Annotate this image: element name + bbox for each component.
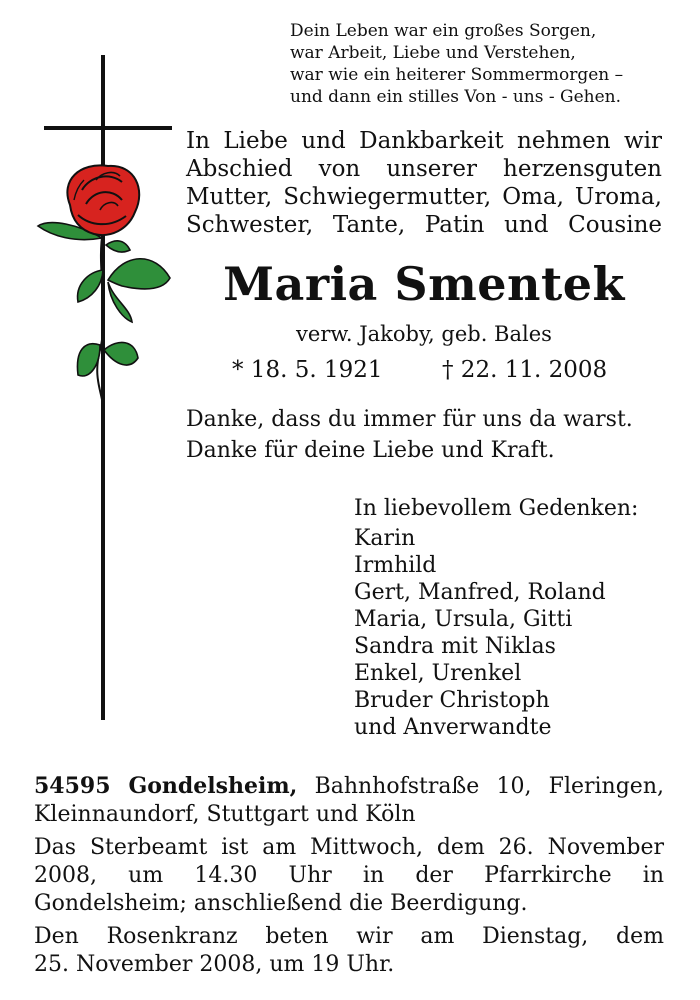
rosary-line: Den Rosenkranz beten wir am Dienstag, dem xyxy=(34,924,664,949)
poem-line: und dann ein stilles Von - uns - Gehen. xyxy=(290,87,622,107)
intro-text xyxy=(186,127,662,239)
mourner-name: Maria, Ursula, Gitti xyxy=(354,607,573,632)
rosary-line: 25. November 2008, um 19 Uhr. xyxy=(34,952,395,977)
address-line xyxy=(34,772,664,801)
funeral-line: 2008, um 14.30 Uhr in der Pfarrkirche in xyxy=(34,863,664,888)
poem-line: war Arbeit, Liebe und Verstehen, xyxy=(290,43,576,63)
cross-with-rose-illustration xyxy=(30,40,180,730)
mourner-name: Sandra mit Niklas xyxy=(354,634,556,659)
thanks-line: Danke für deine Liebe und Kraft. xyxy=(186,438,555,463)
address-street: Bahnhofstraße 10, Fleringen, xyxy=(314,774,664,799)
funeral-line: Gondelsheim; anschließend die Beerdigung. xyxy=(34,891,528,916)
poem xyxy=(290,20,690,108)
poem-line: war wie ein heiterer Sommermorgen – xyxy=(290,65,624,85)
thanks-text xyxy=(186,404,662,466)
mourners-heading: In liebevollem Gedenken: xyxy=(354,496,639,521)
birth-date: * 18. 5. 1921 xyxy=(232,357,383,383)
cross-vertical-beam xyxy=(101,55,105,720)
address-place: 54595 Gondelsheim, xyxy=(34,773,298,799)
intro-line: In Liebe und Dankbarkeit nehmen wir xyxy=(186,128,662,154)
intro-line: Mutter, Schwiegermutter, Oma, Uroma, xyxy=(186,184,662,210)
mourners-list xyxy=(354,495,674,741)
mourner-name: Gert, Manfred, Roland xyxy=(354,580,606,605)
intro-line: Schwester, Tante, Patin und Cousine xyxy=(186,212,662,238)
service-details xyxy=(34,772,664,979)
mourner-name: Irmhild xyxy=(354,553,437,578)
mourner-name: und Anverwandte xyxy=(354,715,552,740)
death-date: † 22. 11. 2008 xyxy=(442,357,608,383)
rose-bloom xyxy=(67,165,139,235)
deceased-name: Maria Smentek xyxy=(223,257,625,311)
mourner-name: Enkel, Urenkel xyxy=(354,661,522,686)
cross-horizontal-beam xyxy=(44,126,172,130)
mourner-name: Bruder Christoph xyxy=(354,688,550,713)
thanks-line: Danke, dass du immer für uns da warst. xyxy=(186,407,633,432)
intro-line: Abschied von unserer herzensguten xyxy=(186,156,662,182)
funeral-line: Das Sterbeamt ist am Mittwoch, dem 26. November xyxy=(34,835,664,860)
deceased-maiden-name: verw. Jakoby, geb. Bales xyxy=(296,322,552,346)
poem-line: Dein Leben war ein großes Sorgen, xyxy=(290,21,597,41)
mourner-name: Karin xyxy=(354,526,416,551)
address-line-2: Kleinnaundorf, Stuttgart und Köln xyxy=(34,802,416,827)
